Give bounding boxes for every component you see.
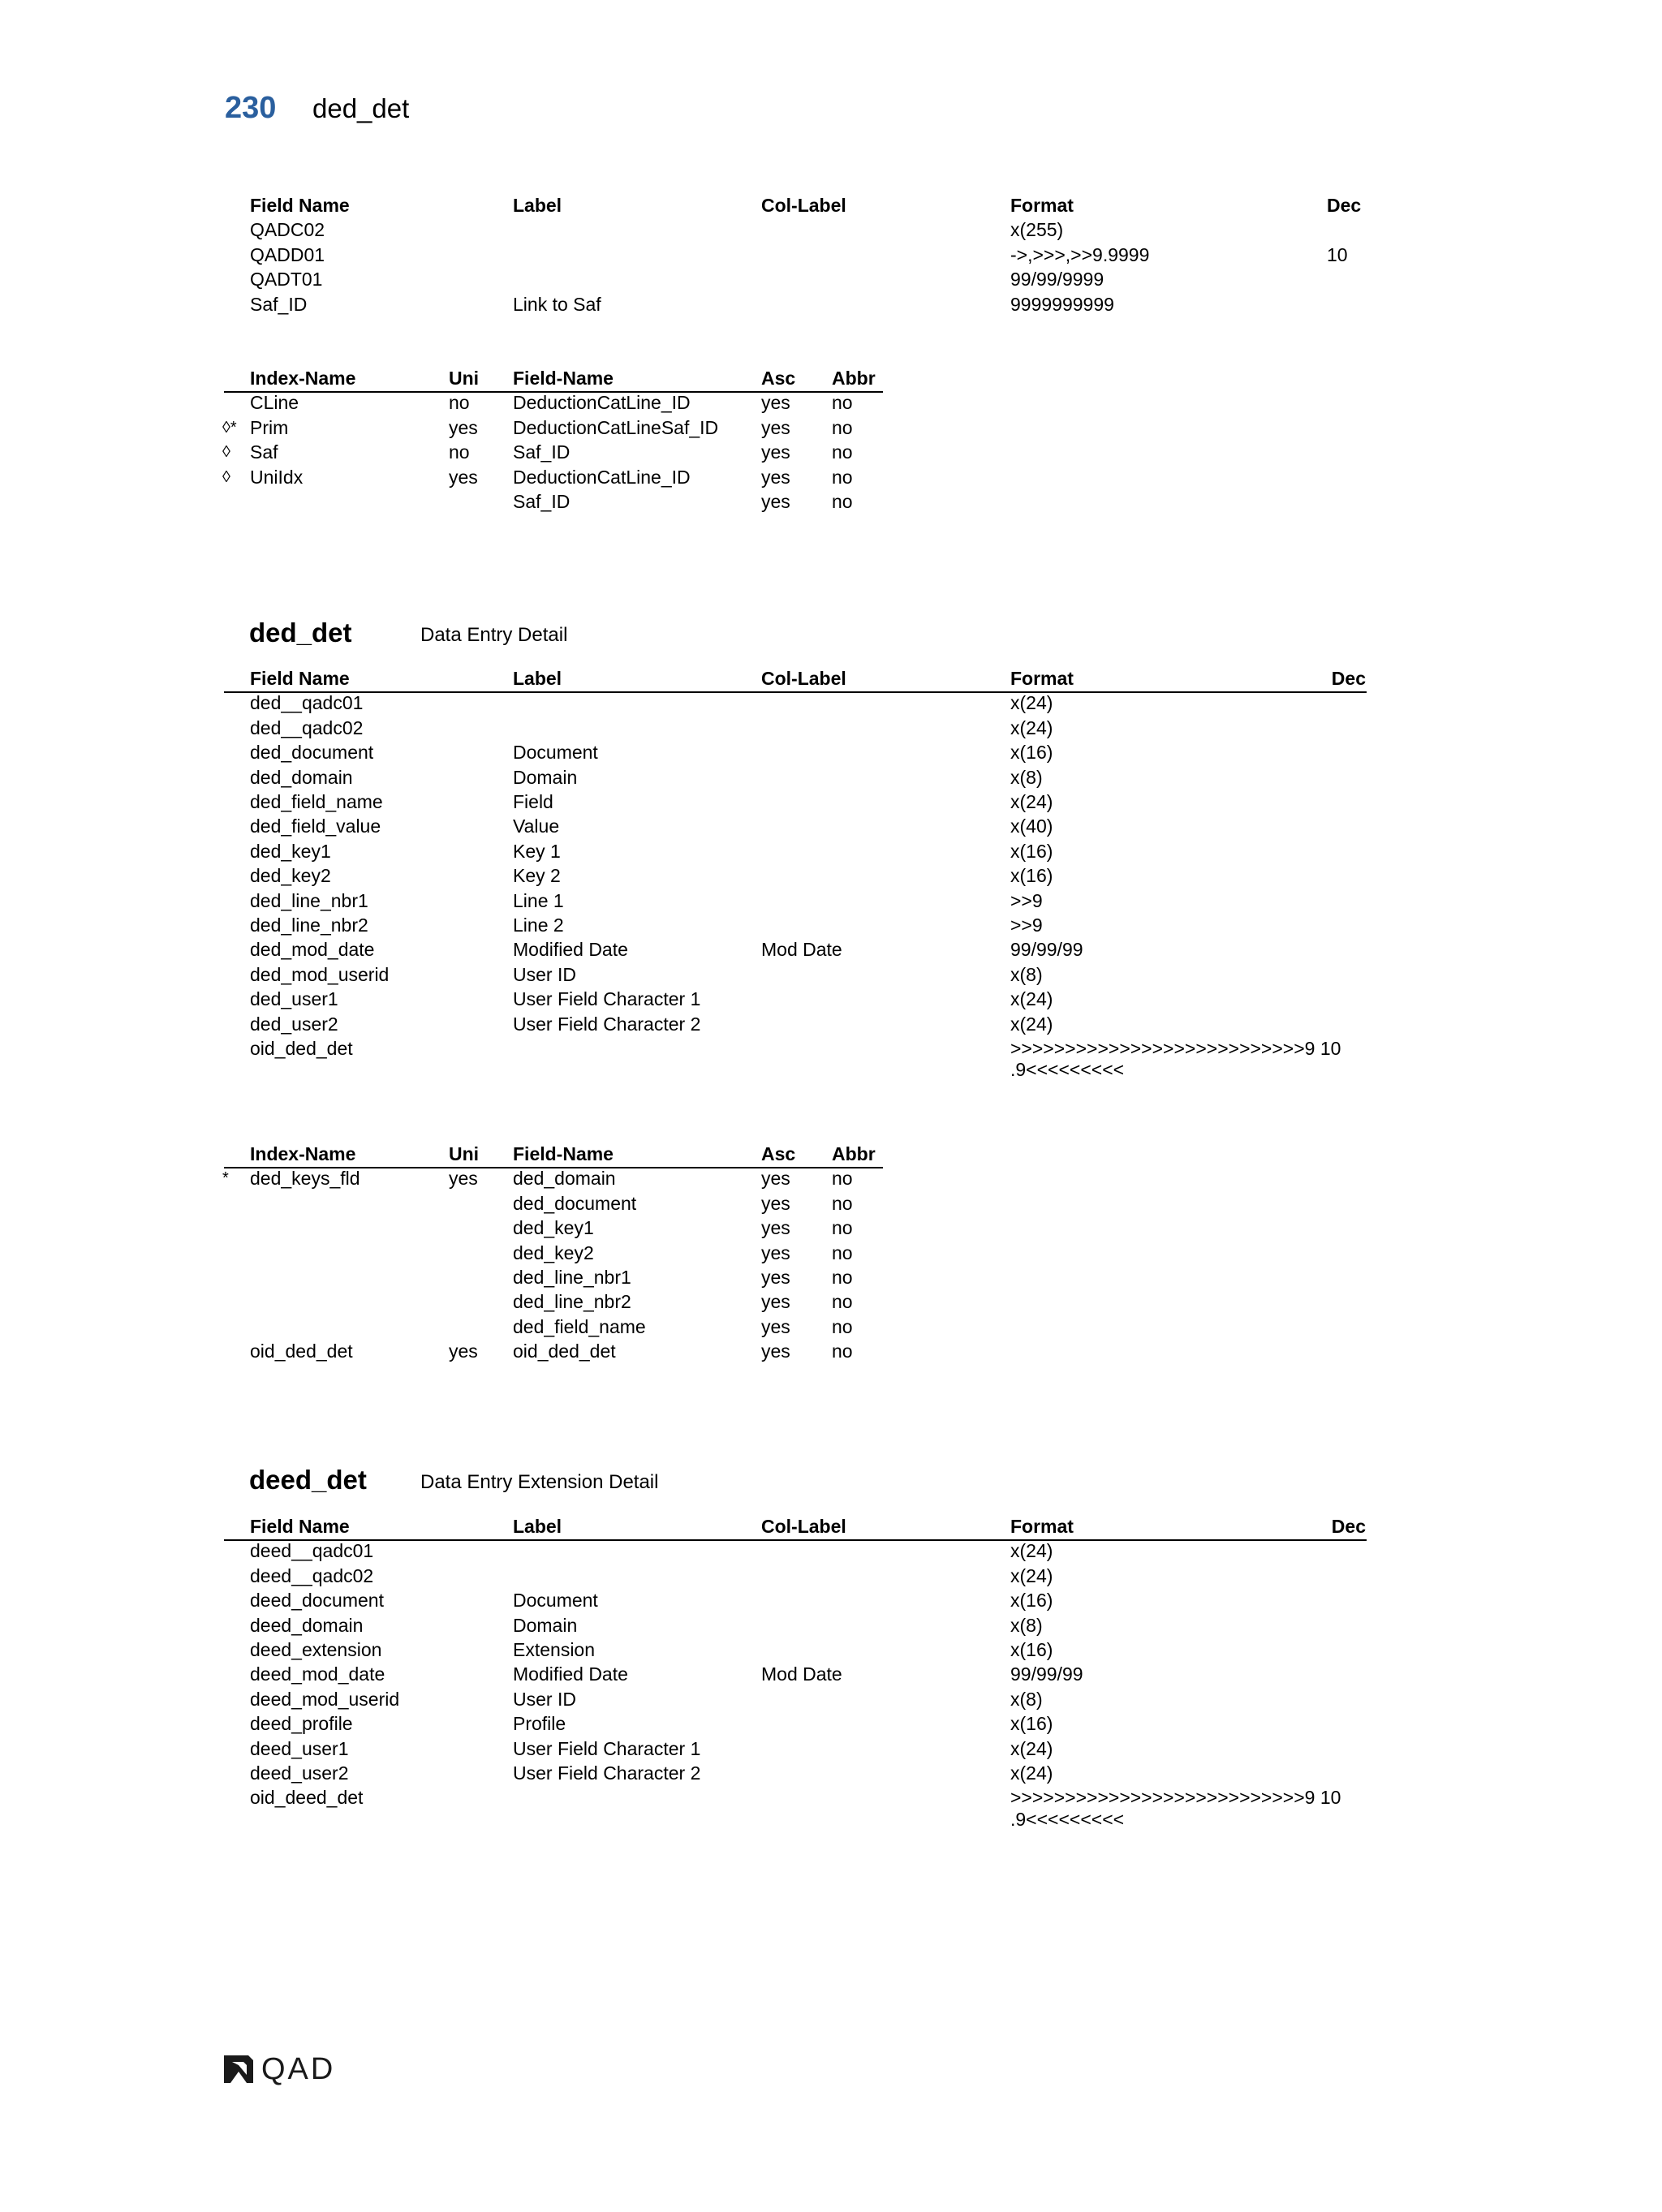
field-label: Domain	[513, 1614, 578, 1636]
index-ascending: yes	[761, 392, 790, 414]
field-name: ded_mod_date	[250, 939, 375, 961]
field-format: x(16)	[1010, 865, 1053, 887]
format-header: Format	[1010, 1516, 1074, 1537]
table-description: Data Entry Extension Detail	[420, 1471, 659, 1493]
field-name: ded_line_nbr2	[250, 914, 368, 936]
field-name: QADC02	[250, 219, 325, 241]
index-field: ded_key2	[513, 1242, 594, 1263]
index-row	[0, 1315, 1662, 1339]
field-format: x(255)	[1010, 219, 1064, 241]
table-row	[0, 1564, 1662, 1588]
table-row-continuation	[0, 1057, 1662, 1082]
field-label: Key 1	[513, 840, 561, 862]
field-format: 99/99/99	[1010, 939, 1083, 961]
table-row-continuation	[0, 1807, 1662, 1831]
field-name: oid_deed_det	[250, 1787, 364, 1809]
index-row	[0, 1289, 1662, 1314]
index-name: oid_ded_det	[250, 1341, 353, 1362]
index-row	[0, 1166, 1662, 1190]
field-format-continued: .9<<<<<<<<<	[1010, 1059, 1125, 1081]
index-unique: yes	[449, 1168, 478, 1190]
index-abbreviated: no	[832, 1217, 853, 1239]
field-format: x(16)	[1010, 1713, 1053, 1735]
index-field: ded_line_nbr1	[513, 1267, 631, 1288]
field-format: x(16)	[1010, 742, 1053, 764]
index-unique: yes	[449, 466, 478, 488]
field-format: x(24)	[1010, 1762, 1053, 1784]
index-name: Prim	[250, 416, 289, 438]
index-field: ded_key1	[513, 1217, 594, 1239]
table-row	[0, 863, 1662, 888]
field-format: x(16)	[1010, 1639, 1053, 1660]
index-abbreviated: no	[832, 441, 853, 463]
index-row	[0, 1339, 1662, 1363]
field-label: User Field Character 2	[513, 1013, 701, 1035]
index-ascending: yes	[761, 1291, 790, 1313]
col-label-header: Col-Label	[761, 195, 846, 216]
field-label: Line 1	[513, 889, 564, 911]
table-row	[0, 937, 1662, 962]
ascending-header: Asc	[761, 368, 796, 389]
index-unique: no	[449, 392, 470, 414]
index-unique: yes	[449, 1341, 478, 1362]
field-name: ded_domain	[250, 766, 353, 788]
col-label-header: Col-Label	[761, 668, 846, 689]
table-heading-deed-det	[0, 1462, 1662, 1498]
index-field: ded_field_name	[513, 1315, 646, 1337]
field-format: x(24)	[1010, 1013, 1053, 1035]
index-field: Saf_ID	[513, 491, 571, 512]
field-format: x(24)	[1010, 791, 1053, 812]
index-row	[0, 390, 1662, 415]
field-name: ded__qadc01	[250, 692, 364, 714]
field-name: ded_key2	[250, 865, 331, 887]
field-name: ded_document	[250, 742, 374, 764]
field-label: Profile	[513, 1713, 566, 1735]
table-row	[0, 292, 1662, 316]
field-name: deed_domain	[250, 1614, 364, 1636]
table-row	[0, 1012, 1662, 1036]
qad-logo-icon	[222, 2054, 255, 2085]
table-header-row	[0, 1514, 1662, 1539]
index-field: oid_ded_det	[513, 1341, 616, 1362]
field-format: >>9	[1010, 914, 1043, 936]
field-format: x(8)	[1010, 1688, 1043, 1710]
field-name-header: Field Name	[250, 195, 350, 216]
index-field: DeductionCatLineSaf_ID	[513, 416, 719, 438]
field-format: >>>>>>>>>>>>>>>>>>>>>>>>>>>9 10	[1010, 1038, 1341, 1059]
index-abbreviated: no	[832, 1168, 853, 1190]
field-label: Modified Date	[513, 939, 628, 961]
field-name: QADT01	[250, 269, 323, 290]
index-ascending: yes	[761, 466, 790, 488]
field-name: deed_mod_userid	[250, 1688, 400, 1710]
label-header: Label	[513, 195, 562, 216]
index-field-header: Field-Name	[513, 1143, 614, 1164]
index-row	[0, 1216, 1662, 1240]
table-header-row	[0, 193, 1662, 217]
table-row	[0, 740, 1662, 764]
label-header: Label	[513, 1516, 562, 1537]
field-label: Value	[513, 816, 560, 837]
dec-header: Dec	[1331, 1516, 1366, 1537]
table-row	[0, 1637, 1662, 1662]
index-abbreviated: no	[832, 416, 853, 438]
field-name-header: Field Name	[250, 668, 350, 689]
index-ascending: yes	[761, 1168, 790, 1190]
index-row	[0, 415, 1662, 440]
field-label: User Field Character 2	[513, 1762, 701, 1784]
unique-header: Uni	[449, 368, 480, 389]
page-number: 230	[225, 91, 277, 125]
field-format: x(24)	[1010, 692, 1053, 714]
index-name-header: Index-Name	[250, 368, 356, 389]
dec-header: Dec	[1331, 668, 1366, 689]
field-format: 99/99/99	[1010, 1663, 1083, 1685]
index-name-header: Index-Name	[250, 1143, 356, 1164]
table-row	[0, 267, 1662, 291]
index-ascending: yes	[761, 1242, 790, 1263]
table-row	[0, 1711, 1662, 1736]
index-row	[0, 1265, 1662, 1289]
field-name: deed_extension	[250, 1639, 382, 1660]
table-heading-ded-det	[0, 615, 1662, 651]
field-name: Saf_ID	[250, 293, 308, 315]
table-row	[0, 1662, 1662, 1686]
col-label-header: Col-Label	[761, 1516, 846, 1537]
table-row	[0, 790, 1662, 814]
table-row	[0, 1736, 1662, 1761]
field-name: ded_user2	[250, 1013, 338, 1035]
index-abbreviated: no	[832, 466, 853, 488]
table-row	[0, 243, 1662, 267]
table-row	[0, 1588, 1662, 1612]
table-row	[0, 987, 1662, 1011]
table-row	[0, 1613, 1662, 1637]
field-name: ded_key1	[250, 840, 331, 862]
field-format: x(24)	[1010, 1737, 1053, 1759]
index-ascending: yes	[761, 1341, 790, 1362]
table-row	[0, 962, 1662, 987]
field-label: User ID	[513, 1688, 576, 1710]
index-marker: *	[222, 1169, 229, 1188]
index-row	[0, 440, 1662, 464]
field-format: x(16)	[1010, 1590, 1053, 1612]
format-header: Format	[1010, 668, 1074, 689]
index-field: DeductionCatLine_ID	[513, 392, 691, 414]
field-format: x(16)	[1010, 840, 1053, 862]
index-name: ded_keys_fld	[250, 1168, 360, 1190]
table-row	[0, 691, 1662, 715]
field-format: x(8)	[1010, 766, 1043, 788]
table-description: Data Entry Detail	[420, 624, 568, 646]
table-row	[0, 839, 1662, 863]
unique-header: Uni	[449, 1143, 480, 1164]
field-name: deed_user2	[250, 1762, 349, 1784]
field-name: deed_document	[250, 1590, 384, 1612]
field-col-label: Mod Date	[761, 1663, 842, 1685]
field-format: 99/99/9999	[1010, 269, 1104, 290]
index-ascending: yes	[761, 416, 790, 438]
field-label: Modified Date	[513, 1663, 628, 1685]
index-unique: no	[449, 441, 470, 463]
field-format: x(8)	[1010, 963, 1043, 985]
table-row	[0, 765, 1662, 790]
table-row	[0, 889, 1662, 913]
ascending-header: Asc	[761, 1143, 796, 1164]
index-header-row	[0, 366, 1662, 390]
field-name: deed_user1	[250, 1737, 349, 1759]
table-row	[0, 1687, 1662, 1711]
field-format: ->,>>>,>>9.9999	[1010, 243, 1150, 265]
index-marker: ◊	[222, 443, 230, 462]
field-format-continued: .9<<<<<<<<<	[1010, 1808, 1125, 1830]
field-label: Line 2	[513, 914, 564, 936]
field-format: >>>>>>>>>>>>>>>>>>>>>>>>>>>9 10	[1010, 1787, 1341, 1809]
index-field: Saf_ID	[513, 441, 571, 463]
index-ascending: yes	[761, 1315, 790, 1337]
page-title: ded_det	[312, 93, 410, 123]
table-header-row	[0, 666, 1662, 691]
index-row	[0, 1241, 1662, 1265]
table-row	[0, 814, 1662, 838]
field-dec: 10	[1327, 243, 1348, 265]
abbreviated-header: Abbr	[832, 1143, 876, 1164]
field-format: x(24)	[1010, 988, 1053, 1010]
field-name: deed__qadc02	[250, 1564, 374, 1586]
table-name: ded_det	[249, 618, 352, 648]
field-label: Document	[513, 742, 598, 764]
field-label: Domain	[513, 766, 578, 788]
field-name-header: Field Name	[250, 1516, 350, 1537]
table-name: deed_det	[249, 1465, 367, 1495]
index-field: ded_domain	[513, 1168, 616, 1190]
field-label: User ID	[513, 963, 576, 985]
field-format: x(24)	[1010, 1540, 1053, 1562]
field-label: Key 2	[513, 865, 561, 887]
index-ascending: yes	[761, 1192, 790, 1214]
index-abbreviated: no	[832, 1242, 853, 1263]
field-name: ded_user1	[250, 988, 338, 1010]
index-field-header: Field-Name	[513, 368, 614, 389]
index-row	[0, 465, 1662, 489]
field-label: User Field Character 1	[513, 1737, 701, 1759]
table-row	[0, 217, 1662, 242]
field-name: ded_mod_userid	[250, 963, 390, 985]
index-field: ded_document	[513, 1192, 637, 1214]
field-name: ded_field_name	[250, 791, 383, 812]
index-ascending: yes	[761, 491, 790, 512]
field-name: ded_field_value	[250, 816, 381, 837]
field-format: x(8)	[1010, 1614, 1043, 1636]
field-name: oid_ded_det	[250, 1038, 353, 1059]
label-header: Label	[513, 668, 562, 689]
qad-logo	[222, 2053, 335, 2085]
index-field: ded_line_nbr2	[513, 1291, 631, 1313]
index-ascending: yes	[761, 1217, 790, 1239]
field-name: deed_mod_date	[250, 1663, 385, 1685]
index-marker: ◊	[222, 467, 230, 486]
field-label: Document	[513, 1590, 598, 1612]
index-name: CLine	[250, 392, 299, 414]
field-label: Link to Saf	[513, 293, 601, 315]
field-name: ded_line_nbr1	[250, 889, 368, 911]
table-row	[0, 1761, 1662, 1785]
index-name: UniIdx	[250, 466, 304, 488]
index-abbreviated: no	[832, 1291, 853, 1313]
table-row	[0, 1539, 1662, 1563]
index-marker: ◊*	[222, 418, 237, 437]
index-field: DeductionCatLine_ID	[513, 466, 691, 488]
field-format: x(24)	[1010, 1564, 1053, 1586]
field-name: ded__qadc02	[250, 717, 364, 738]
index-abbreviated: no	[832, 1315, 853, 1337]
index-unique: yes	[449, 416, 478, 438]
table-row	[0, 913, 1662, 937]
format-header: Format	[1010, 195, 1074, 216]
index-row	[0, 489, 1662, 514]
field-format: x(40)	[1010, 816, 1053, 837]
field-format: >>9	[1010, 889, 1043, 911]
index-ascending: yes	[761, 441, 790, 463]
field-name: deed_profile	[250, 1713, 353, 1735]
index-name: Saf	[250, 441, 278, 463]
abbreviated-header: Abbr	[832, 368, 876, 389]
index-row	[0, 1191, 1662, 1216]
field-format: 9999999999	[1010, 293, 1114, 315]
index-abbreviated: no	[832, 1192, 853, 1214]
index-abbreviated: no	[832, 491, 853, 512]
index-abbreviated: no	[832, 392, 853, 414]
table-row	[0, 716, 1662, 740]
index-ascending: yes	[761, 1267, 790, 1288]
field-label: Field	[513, 791, 553, 812]
field-name: deed__qadc01	[250, 1540, 374, 1562]
index-abbreviated: no	[832, 1341, 853, 1362]
field-col-label: Mod Date	[761, 939, 842, 961]
index-abbreviated: no	[832, 1267, 853, 1288]
field-format: x(24)	[1010, 717, 1053, 738]
field-label: User Field Character 1	[513, 988, 701, 1010]
logo-text: QAD	[261, 2052, 336, 2086]
field-label: Extension	[513, 1639, 596, 1660]
dec-header: Dec	[1327, 195, 1362, 216]
field-name: QADD01	[250, 243, 325, 265]
index-header-row	[0, 1142, 1662, 1166]
